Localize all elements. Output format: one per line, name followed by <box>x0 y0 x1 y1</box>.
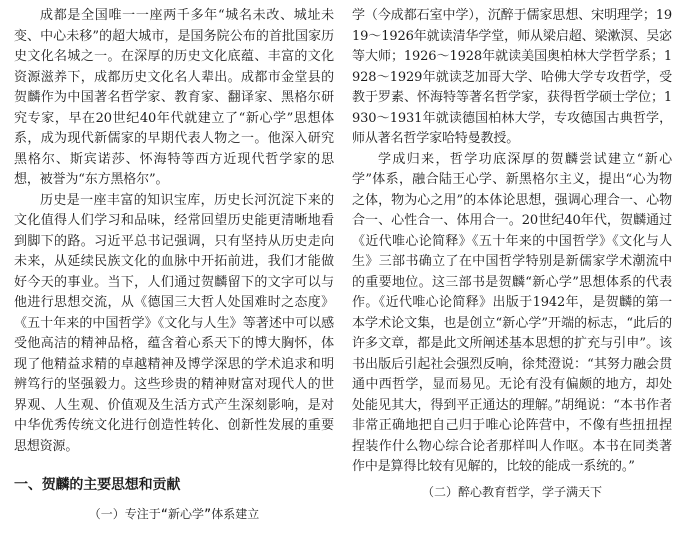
subsection-heading-2: （二）醉心教育哲学，学子满天下 <box>421 484 602 499</box>
subsection-heading-1: （一）专注于“新心学”体系建立 <box>88 506 260 521</box>
section-heading: 一、贺麟的主要思想和贡献 <box>14 477 181 493</box>
education-paragraph: 学（今成都石室中学），沉醉于儒家思想、宋明理学；1919～1926年就读清华学堂，师从梁启超、梁漱溟、吴宓等大师；1926～1928年就读美国奥柏林大学哲学系；1928～1929年就读芝加哥大学、哈佛大学专攻哲学，受教于罗素、怀海特等著名哲学家，获得哲学硕士学位；1930～1931年就读德国柏林大学，专攻德国古典哲学，师从著名哲学家哈特曼教授。 <box>352 8 672 146</box>
new-mind-school-paragraph: 学成归来，哲学功底深厚的贺麟尝试建立“新心学”体系，融合陆王心学、新黑格尔主义，提出“心为物之体，物为心之用”的本体论思想，强调心理合一、心物合一、心性合一、体用合一。20世纪40年代，贺麟通过《近代唯心论简释》《五十年来的中国哲学》《文化与人生》三部书确立了在中国哲学特别是新儒家学术潮流中的重要地位。这三部书是贺麟“新心学”思想体系的代表作。《近代唯心论简释》出版于1942年，是贺麟的第一本学术论文集，也是创立“新心学”开端的标志，“此后的许多文章，都是此文所阐述基本思想的扩充与引申”。该书出版后引起社会强烈反响，徐梵澄说：“其努力融会贯通中西哲学，显而易见。无论有没有偏颇的地方，却处处能见其大，得到平正通达的理解。”胡绳说：“本书作者非常正确地把自己归于唯心论阵营中，不像有些扭扭捏捏装作什么物心综合论者那样叫人作呕。本书在同类著作中是算得比较有见解的，比较的能成一系统的。” <box>352 151 672 474</box>
history-paragraph: 历史是一座丰富的知识宝库，历史长河沉淀下来的文化值得人们学习和品味，经常回望历史能更清晰地看到脚下的路。习近平总书记强调，只有坚持从历史走向未来，从延续民族文化的血脉中开拓前进，我们才能做好今天的事业。当下，人们通过贺麟留下的文字可以与他进行思想交流，从《德国三大哲人处国难时之态度》《五十年来的中国哲学》《文化与人生》等著述中可以感受他高洁的精神品格，蕴含着心系天下的博大胸怀，体现了他精益求精的卓越精神及博学深思的学术追求和明辨笃行的坚强毅力。这些珍贵的精神财富对现代人的世界观、人生观、价值观及生活方式产生深刻影响，是对中华优秀传统文化进行创造性转化、创新性发展的重要思想资源。 <box>14 192 334 454</box>
intro-paragraph: 成都是全国唯一一座两千多年“城名未改、城址未变、中心未移”的超大城市，是国务院公布的首批国家历史文化名城之一。在深厚的历史文化底蕴、丰富的文化资源滋养下，成都历史文化名人辈出。成都市金堂县的贺麟作为中国著名哲学家、教育家、翻译家、黑格尔研究专家，早在20世纪40年代就建立了“新心学”思想体系，成为现代新儒家的早期代表人物之一。他深入研究黑格尔、斯宾诺莎、怀海特等西方近现代哲学家的思想，被誉为“东方黑格尔”。 <box>14 8 334 187</box>
left-column <box>14 6 334 524</box>
right-column <box>352 6 672 502</box>
